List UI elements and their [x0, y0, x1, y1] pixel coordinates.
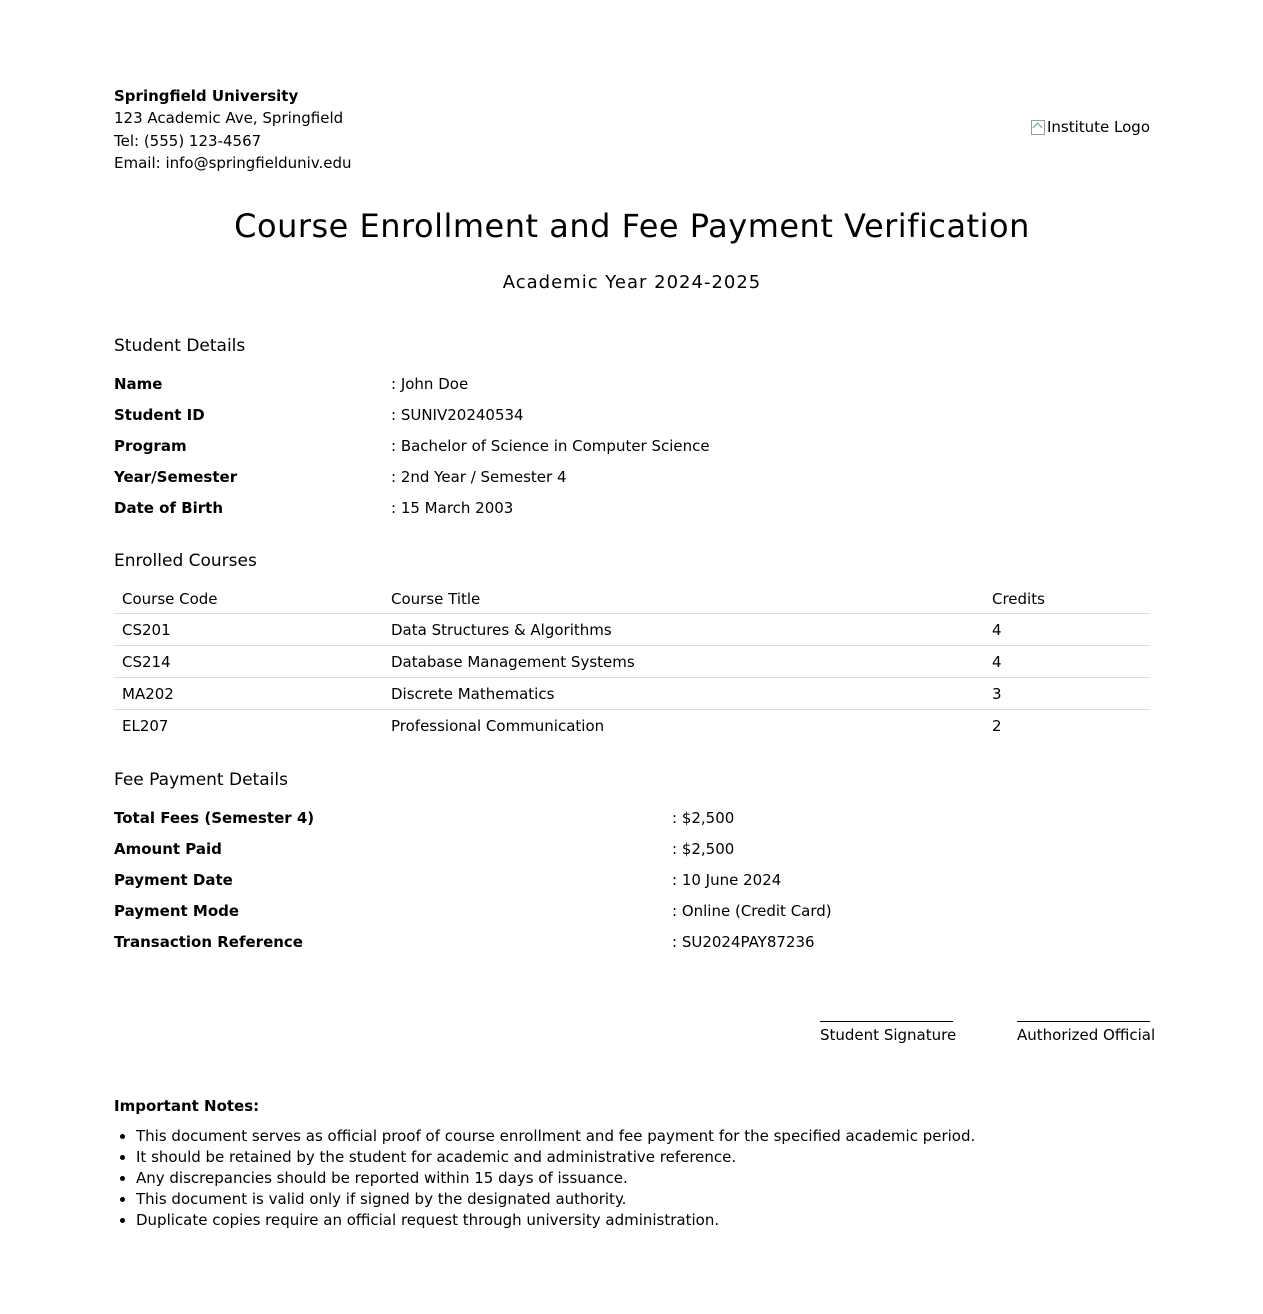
column-header-course-title: Course Title: [383, 585, 984, 614]
authorized-official-signature-line: Authorized Official: [1017, 1021, 1150, 1044]
broken-image-icon: [1031, 120, 1045, 135]
student-field-row: [114, 497, 1150, 528]
course-code: MA202: [114, 678, 383, 710]
student-details-heading: Student Details: [114, 336, 246, 356]
list-item: • It should be retained by the student for academic and administrative reference.: [136, 1147, 975, 1168]
field-value: : John Doe: [391, 373, 468, 395]
field-value: : Bachelor of Science in Computer Science: [391, 435, 710, 457]
field-value: : $2,500: [672, 838, 734, 860]
field-label: Program: [114, 437, 187, 455]
course-credits: 4: [984, 646, 1150, 678]
field-label: Amount Paid: [114, 840, 222, 858]
institution-address: 123 Academic Ave, Springfield: [114, 109, 344, 127]
student-field-row: [114, 466, 1150, 497]
fee-field-row: [114, 931, 1150, 962]
courses-table: [114, 585, 1150, 741]
institution-phone: Tel: (555) 123-4567: [114, 132, 262, 150]
course-credits: 2: [992, 716, 1002, 735]
course-title: Database Management Systems: [383, 646, 984, 678]
table-row: [114, 614, 1150, 646]
course-title: Discrete Mathematics: [383, 678, 984, 710]
institute-logo: [1031, 118, 1150, 136]
fee-payment-details: [114, 807, 1150, 962]
important-notes-list: [114, 1126, 975, 1231]
field-value: : SUNIV20240534: [391, 404, 524, 426]
fee-field-row: [114, 900, 1150, 931]
field-label: Year/Semester: [114, 468, 238, 486]
fee-payment-heading: Fee Payment Details: [114, 770, 288, 790]
fee-field-row: [114, 807, 1150, 838]
document-title: Course Enrollment and Fee Payment Verification: [234, 207, 1030, 245]
field-label: Payment Mode: [114, 902, 240, 920]
field-label: Date of Birth: [114, 499, 224, 517]
field-value: : 10 June 2024: [672, 869, 781, 891]
student-details: [114, 373, 1150, 528]
fee-field-row: [114, 838, 1150, 869]
field-label: Name: [114, 375, 163, 393]
field-value: : Online (Credit Card): [672, 900, 832, 922]
student-field-row: [114, 404, 1150, 435]
column-header-credits: Credits: [984, 585, 1150, 614]
institution-name: Springfield University: [114, 87, 299, 105]
list-item: • Duplicate copies require an official request through university administration.: [136, 1210, 975, 1231]
course-code: CS214: [114, 646, 383, 678]
student-field-row: [114, 435, 1150, 466]
field-value: : 15 March 2003: [391, 497, 513, 519]
field-value: : 2nd Year / Semester 4: [391, 466, 567, 488]
enrolled-courses-heading: Enrolled Courses: [114, 551, 257, 571]
field-label: Total Fees (Semester 4): [114, 809, 315, 827]
course-credits: 4: [984, 614, 1150, 646]
fee-field-row: [114, 869, 1150, 900]
course-title: Professional Communication: [391, 716, 605, 735]
important-notes-heading: Important Notes:: [114, 1097, 260, 1115]
field-label: Payment Date: [114, 871, 233, 889]
course-code: CS201: [114, 614, 383, 646]
column-header-course-code: Course Code: [114, 585, 383, 614]
field-value: : SU2024PAY87236: [672, 931, 815, 953]
document-subtitle: Academic Year 2024-2025: [502, 272, 762, 293]
list-item: • This document serves as official proof of course enrollment and fee payment for the specified academic period.: [136, 1126, 975, 1147]
student-signature-line: Student Signature: [820, 1021, 953, 1044]
student-field-row: [114, 373, 1150, 404]
field-label: Student ID: [114, 406, 205, 424]
course-title: Data Structures & Algorithms: [383, 614, 984, 646]
institution-email: Email: info@springfielduniv.edu: [114, 154, 352, 172]
institution-header: [114, 85, 1150, 175]
field-label: Transaction Reference: [114, 933, 303, 951]
field-value: : $2,500: [672, 807, 734, 829]
table-row: [114, 710, 1150, 742]
course-credits: 3: [984, 678, 1150, 710]
table-header-row: [114, 585, 1150, 614]
course-code: EL207: [122, 716, 169, 735]
table-row: [114, 678, 1150, 710]
table-row: [114, 646, 1150, 678]
logo-alt-text: Institute Logo: [1046, 118, 1150, 136]
list-item: • This document is valid only if signed by the designated authority.: [136, 1189, 975, 1210]
list-item: • Any discrepancies should be reported within 15 days of issuance.: [136, 1168, 975, 1189]
